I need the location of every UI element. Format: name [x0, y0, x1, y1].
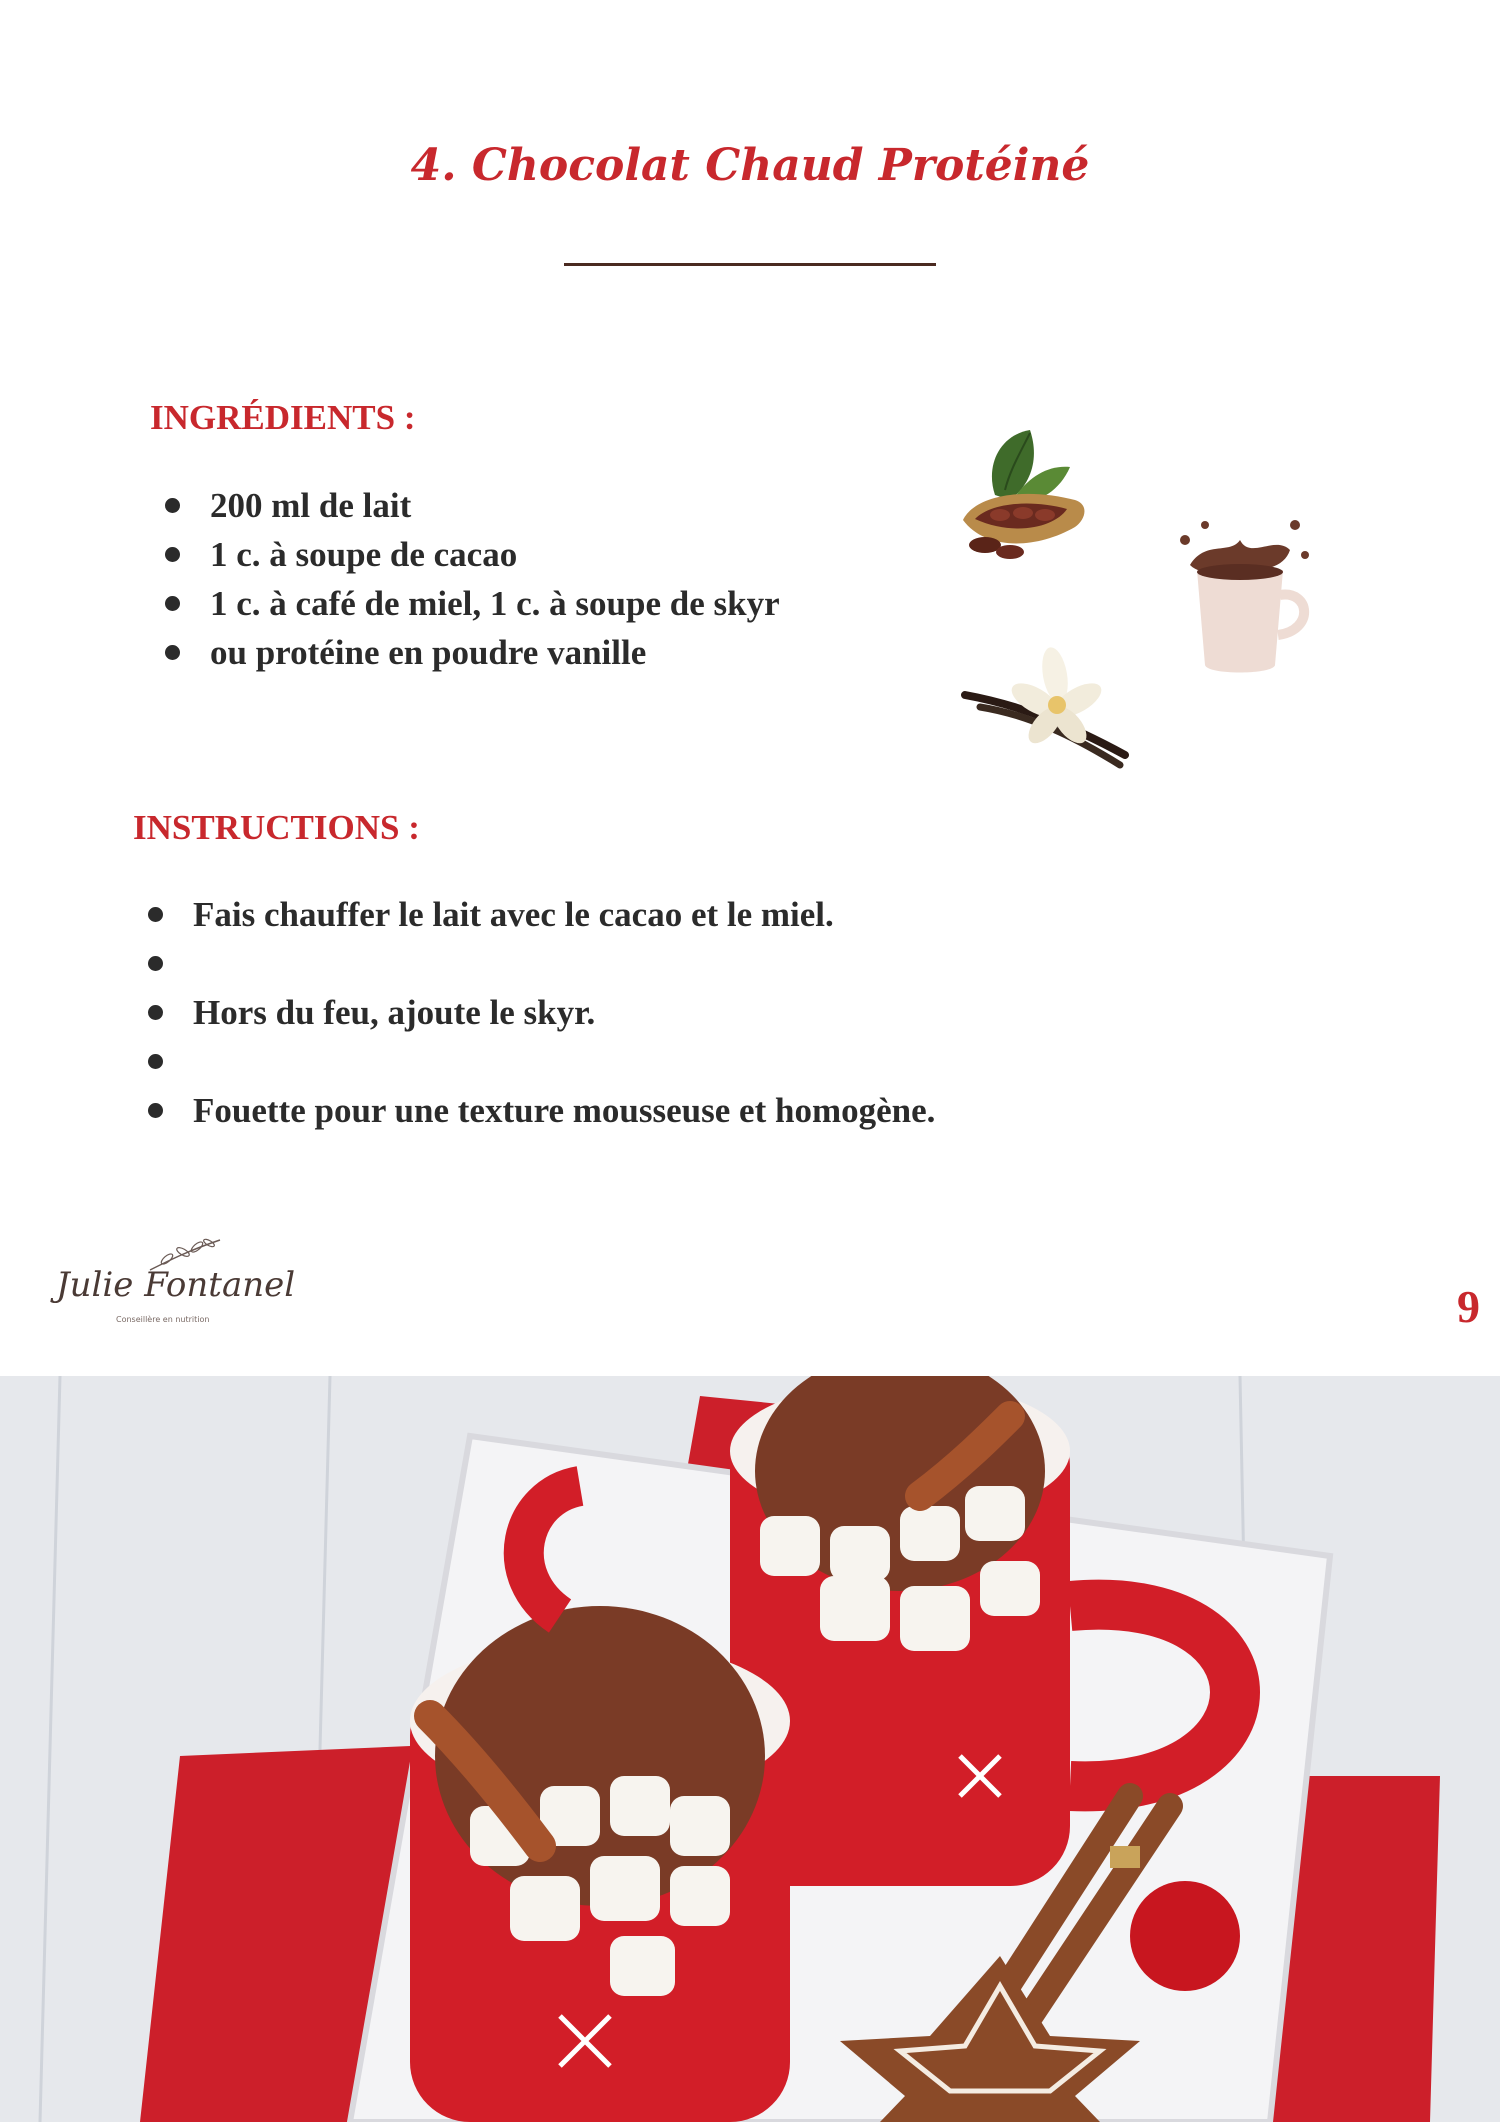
list-item: [210, 579, 780, 628]
bullet-icon: [165, 498, 180, 513]
instruction-text: Hors du feu, ajoute le skyr.: [193, 993, 596, 1032]
ingredient-text: 200 ml de lait: [210, 486, 412, 525]
ingredients-heading: INGRÉDIENTS :: [150, 398, 416, 437]
bullet-icon: [148, 1103, 163, 1118]
bullet-icon: [148, 956, 163, 971]
list-item: [210, 530, 780, 579]
bullet-icon: [165, 645, 180, 660]
logo-subtitle: Conseillère en nutrition: [116, 1315, 210, 1324]
chocolate-splash-cup-icon: [1175, 510, 1315, 680]
bullet-icon: [165, 547, 180, 562]
list-item: [210, 628, 780, 677]
ingredient-text: 1 c. à café de miel, 1 c. à soupe de skyr: [210, 584, 780, 623]
title-divider: [564, 263, 936, 266]
recipe-title: 4. Chocolat Chaud Protéiné: [410, 140, 1090, 191]
bullet-icon: [148, 1054, 163, 1069]
list-item: [193, 1037, 935, 1086]
logo-script-text: Julie Fontanel: [56, 1265, 296, 1305]
page-number: 9: [1457, 1281, 1480, 1332]
list-item: [193, 939, 935, 988]
instruction-text: Fais chauffer le lait avec le cacao et le miel.: [193, 895, 834, 934]
instruction-text: Fouette pour une texture mousseuse et homogène.: [193, 1091, 936, 1130]
vanilla-flower-icon: [960, 645, 1130, 775]
ingredient-text: ou protéine en poudre vanille: [210, 633, 647, 672]
list-item: [210, 481, 780, 530]
bullet-icon: [148, 907, 163, 922]
ingredients-list: [210, 481, 780, 677]
bullet-icon: [165, 596, 180, 611]
cocoa-pod-icon: [955, 425, 1095, 565]
brand-logo: [50, 1235, 296, 1330]
list-item: [193, 1086, 935, 1135]
bullet-icon: [148, 1005, 163, 1020]
list-item: [193, 890, 935, 939]
list-item: [193, 988, 935, 1037]
ingredient-text: 1 c. à soupe de cacao: [210, 535, 518, 574]
instructions-heading: INSTRUCTIONS :: [133, 808, 420, 847]
hot-chocolate-mugs-photo: [0, 1376, 1500, 2122]
instructions-list: [193, 890, 935, 1135]
